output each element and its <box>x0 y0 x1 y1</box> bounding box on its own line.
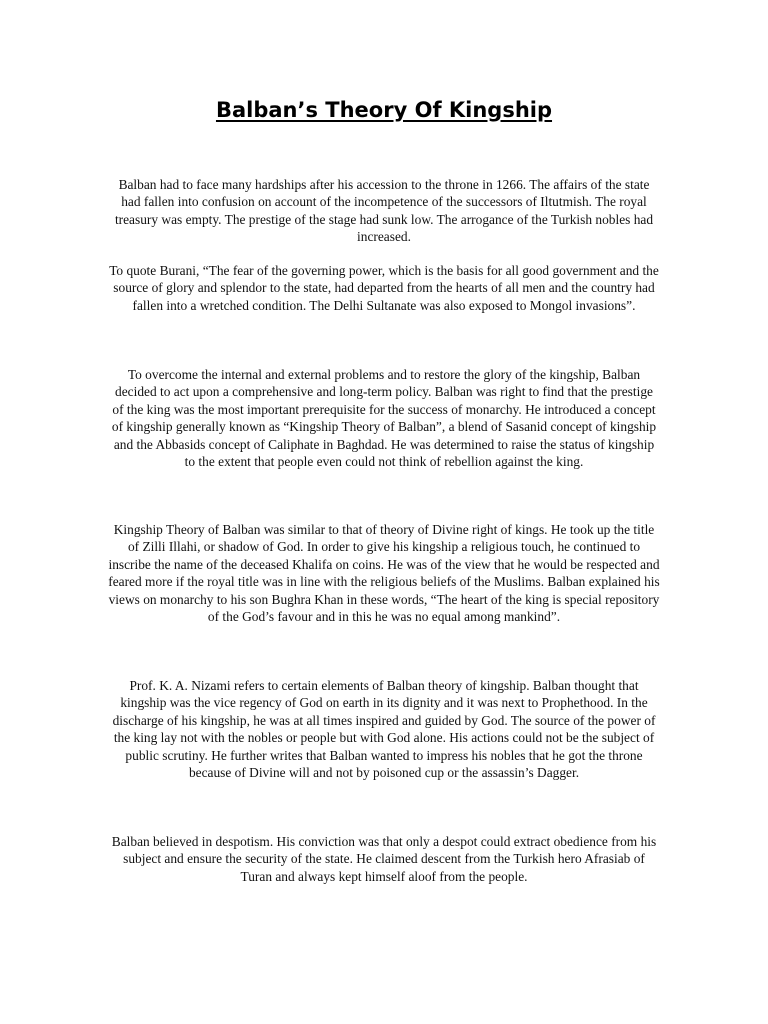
document-title: Balban’s Theory Of Kingship <box>215 98 553 122</box>
paragraph-burani-quote: To quote Burani, “The fear of the governing power, which is the basis for all good government and the source of glory and splendor to the state, had departed from the hearts of all men and the country had fallen into a wretched condition. The Delhi Sultanate was also exposed to Mongol invasions”. <box>109 263 659 313</box>
paragraph-divine-right: Kingship Theory of Balban was similar to that of theory of Divine right of kings. He took up the title of Zilli Illahi, or shadow of God. In order to give his kingship a religious touch, he continued to inscribe the name of the deceased Khalifa on coins. He was of the view that he would be respected and feared more if the royal title was in line with the religious beliefs of the Muslims. Balban explained his views on monarchy to his son Bughra Khan in these words, “The heart of the king is special repository of the God’s favour and in this he was no equal among mankind”. <box>108 522 660 625</box>
paragraph-nizami-elements: Prof. K. A. Nizami refers to certain elements of Balban theory of kingship. Balban thought that kingship was the vice regency of God on earth in its dignity and it was next to Prophethood. In the discharge of his kingship, he was at all times inspired and guided by God. The source of the power of the king lay not with the nobles or people but with God alone. His actions could not be the subject of public scrutiny. He further writes that Balban wanted to impress his nobles that he got the throne because of Divine will and not by poisoned cup or the assassin’s Dagger. <box>112 678 656 781</box>
paragraph-despotism: Balban believed in despotism. His conviction was that only a despot could extract obedience from his subject and ensure the security of the state. He claimed descent from the Turkish hero Afrasiab of Turan and always kept himself aloof from the people. <box>111 834 657 884</box>
paragraph-accession-hardships: Balban had to face many hardships after his accession to the throne in 1266. The affairs of the state had fallen into confusion on account of the incompetence of the successors of Iltutmish. The royal treasury was empty. The prestige of the stage had sunk low. The arrogance of the Turkish nobles had increased. <box>114 177 654 245</box>
paragraph-kingship-policy: To overcome the internal and external problems and to restore the glory of the kingship, Balban decided to act upon a comprehensive and long-term policy. Balban was right to find that the prestige of the king was the most important prerequisite for the success of monarchy. He introduced a concept of kingship generally known as “Kingship Theory of Balban”, a blend of Sasanid concept of kingship and the Abbasids concept of Caliphate in Baghdad. He was determined to raise the status of kingship to the extent that people even could not think of rebellion against the king. <box>111 367 657 470</box>
